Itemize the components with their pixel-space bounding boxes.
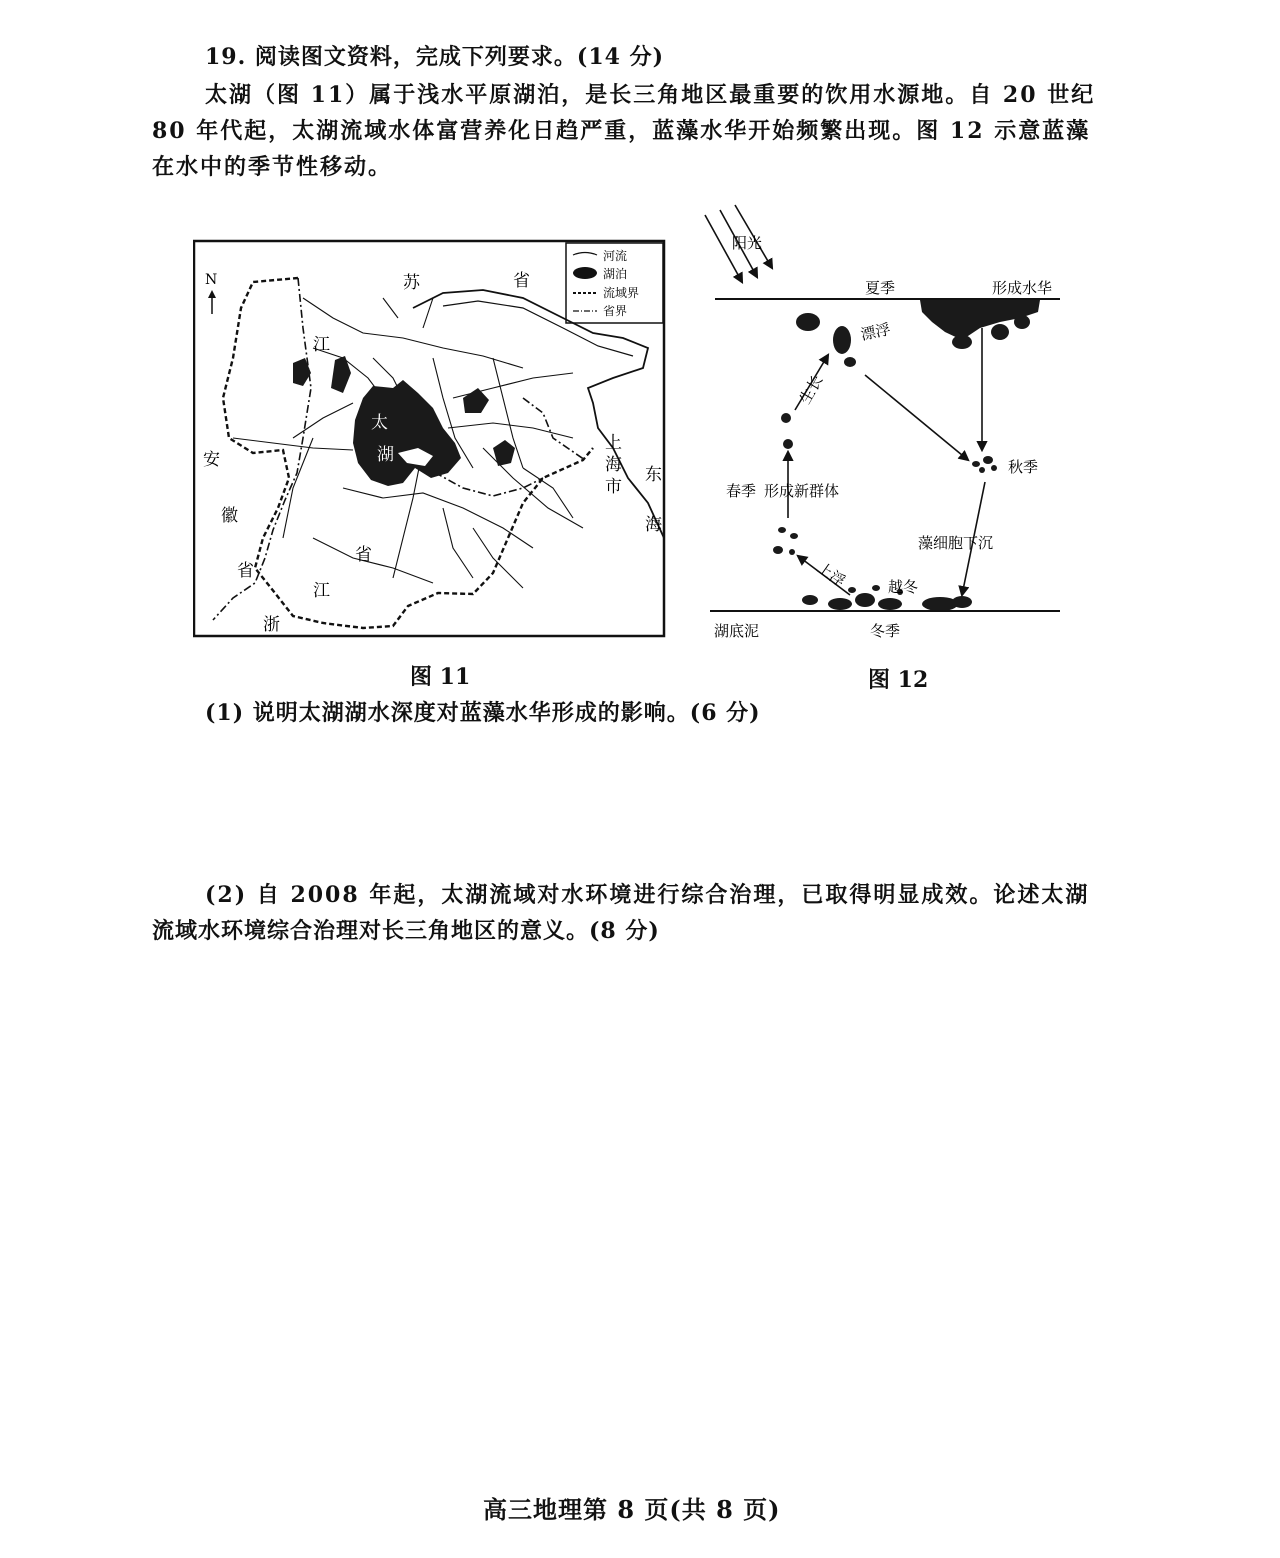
label-new-colony: 形成新群体 [764, 482, 840, 500]
legend-river-label: 河流 [603, 249, 628, 263]
legend-province-boundary-label: 省界 [603, 304, 628, 318]
label-donghai-1: 东 [645, 465, 662, 485]
label-spring: 春季 [726, 482, 757, 500]
label-summer: 夏季 [865, 279, 896, 297]
autumn-algae [972, 456, 997, 473]
legend-basin-boundary-label: 流域界 [603, 286, 640, 300]
label-bloom: 形成水华 [992, 279, 1053, 297]
label-jiang-top: 江 [313, 335, 330, 355]
label-shanghai-1: 上 [605, 433, 622, 453]
label-su: 苏 [403, 273, 420, 293]
label-shanghai-3: 市 [605, 477, 622, 497]
label-overwinter: 越冬 [888, 578, 919, 596]
overwinter-algae [802, 585, 972, 611]
page-footer: 高三地理第 8 页(共 8 页) [483, 1495, 781, 1524]
label-donghai-2: 海 [645, 515, 662, 535]
answer-area-1[interactable] [150, 740, 1130, 860]
arrow-to-autumn [865, 375, 968, 460]
label-hu: 湖 [377, 445, 394, 465]
label-shanghai-2: 海 [605, 455, 622, 475]
algae-bloom-cluster [796, 300, 1040, 367]
label-autumn: 秋季 [1008, 458, 1039, 476]
question-title: 19. 阅读图文资料，完成下列要求。(14 分) [205, 44, 665, 70]
figure-11-caption: 图 11 [410, 664, 471, 690]
spring-algae [773, 527, 798, 555]
label-sink: 藻细胞下沉 [918, 534, 994, 552]
sub-question-1: (1) 说明太湖湖水深度对蓝藻水华形成的影响。(6 分) [205, 700, 761, 726]
figure-12-diagram [700, 200, 1070, 650]
north-arrow-label: N [205, 272, 218, 288]
label-rise: 上浮 [813, 558, 849, 591]
question-paragraph-line-3: 在水中的季节性移动。 [152, 154, 393, 180]
label-winter: 冬季 [870, 622, 901, 640]
question-paragraph-line-1: 太湖（图 11）属于浅水平原湖泊，是长三角地区最重要的饮用水源地。自 20 世纪 [205, 82, 1096, 108]
label-float: 漂浮 [859, 320, 893, 344]
sub-question-2-line-2: 流域水环境综合治理对长三角地区的意义。(8 分) [152, 918, 660, 944]
question-paragraph-line-2: 80 年代起，太湖流域水体富营养化日趋严重，蓝藻水华开始频繁出现。图 12 示意蓝藻 [152, 118, 1091, 144]
label-jiang-bottom: 江 [313, 581, 330, 601]
sub-question-2-line-1: (2) 自 2008 年起，太湖流域对水环境进行综合治理，已取得明显成效。论述太湖 [205, 882, 1090, 908]
figure-11-map [193, 238, 667, 638]
label-zhe: 浙 [263, 615, 280, 635]
legend-lake-label: 湖泊 [603, 267, 628, 281]
label-sheng-left: 省 [237, 561, 254, 581]
label-growth: 生长 [795, 372, 827, 407]
figure-12-caption: 图 12 [868, 667, 929, 693]
label-sheng-top: 省 [513, 271, 530, 291]
label-hui: 徽 [221, 506, 238, 526]
map-legend [566, 243, 663, 323]
label-sediment: 湖底泥 [714, 622, 760, 640]
answer-area-2[interactable] [150, 960, 1130, 1460]
label-tai: 太 [371, 413, 388, 433]
label-sunlight: 阳光 [732, 234, 763, 252]
label-sheng-bottom: 省 [355, 545, 372, 565]
label-an: 安 [203, 450, 220, 470]
